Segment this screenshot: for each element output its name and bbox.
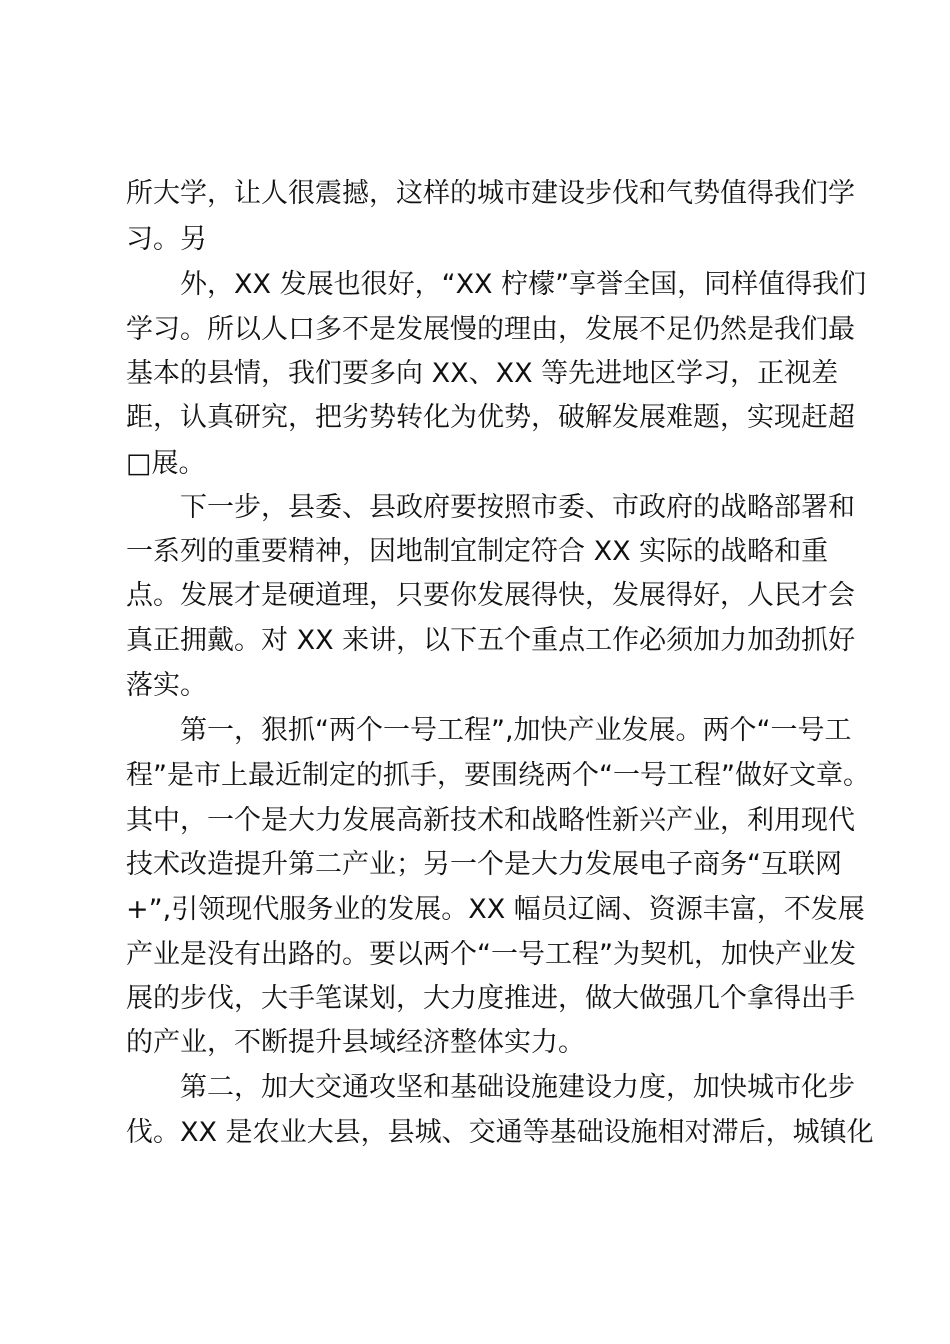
text-line: 第一，狠抓“两个一号工程”,加快产业发展。两个“一号工 [180,715,852,746]
text-line: 一系列的重要精神，因地制宜制定符合 XX 实际的战略和重 [126,536,829,567]
text-line: 第二，加大交通攻坚和基础设施建设力度，加快城市化步 [180,1072,855,1103]
text-line: 伐。XX 是农业大县，县城、交通等基础设施相对滞后，城镇化 [126,1117,874,1148]
text-line: 程”是市上最近制定的抓手，要围绕两个“一号工程”做好文章。 [126,760,870,791]
text-line: 习。另 [126,224,207,255]
text-line: 外，XX 发展也很好，“XX 柠檬”享誉全国，同样值得我们 [180,269,867,300]
text-line: 基本的县情，我们要多向 XX、XX 等先进地区学习，正视差 [126,358,839,389]
text-line: 真正拥戴。对 XX 来讲，以下五个重点工作必须加力加劲抓好 [126,625,856,656]
text-line: 技术改造提升第二产业；另一个是大力发展电子商务“互联网 [126,849,842,880]
text-line: 的产业，不断提升县域经济整体实力。 [126,1027,585,1058]
text-line: 下一步，县委、县政府要按照市委、市政府的战略部署和 [180,492,855,523]
text-line: 距，认真研究，把劣势转化为优势，破解发展难题，实现赶超 [126,402,855,433]
text-line: 学习。所以人口多不是发展慢的理由，发展不足仍然是我们最 [126,314,855,345]
text-line: +”,引领现代服务业的发展。XX 幅员辽阔、资源丰富，不发展 [126,894,865,925]
text-line: 展的步伐，大手笔谋划，大力度推进，做大做强几个拿得出手 [126,983,855,1014]
text-line: 产业是没有出路的。要以两个“一号工程”为契机，加快产业发 [126,939,856,970]
text-line: 所大学，让人很震撼，这样的城市建设步伐和气势值得我们学 [126,178,855,209]
text-line: 其中，一个是大力发展高新技术和战略性新兴产业，利用现代 [126,805,855,836]
text-line: 落实。 [126,670,207,701]
text-line: 点。发展才是硬道理，只要你发展得快，发展得好，人民才会 [126,580,855,611]
text-line: □展。 [126,448,206,479]
